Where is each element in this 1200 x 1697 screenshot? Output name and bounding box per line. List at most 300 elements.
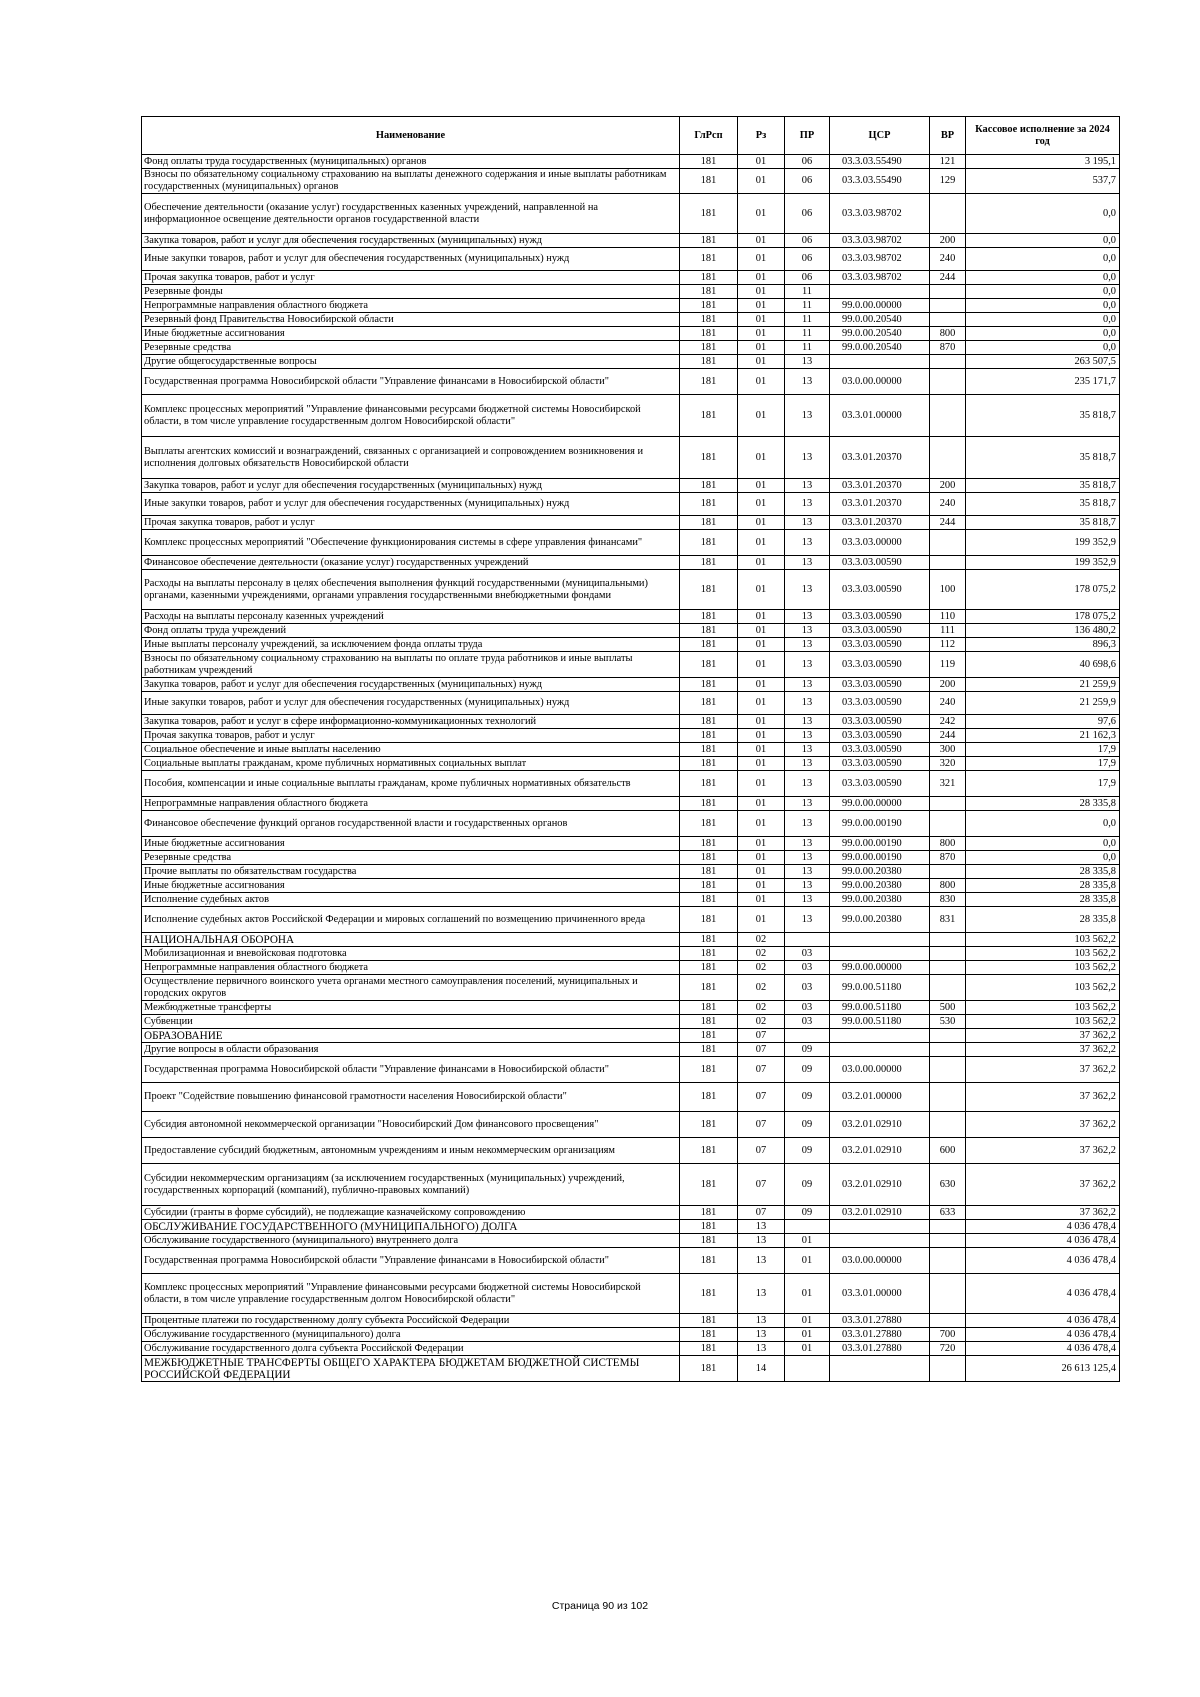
header-glrsp: ГлРсп (680, 117, 738, 155)
cell-rz: 01 (738, 638, 785, 652)
cell-vr: 870 (930, 341, 966, 355)
cell-name: Государственная программа Новосибирской области "Управление финансами в Новосибирской области" (142, 1057, 680, 1083)
cell-vr: 321 (930, 771, 966, 797)
cell-rz: 02 (738, 933, 785, 947)
cell-glrsp: 181 (680, 1001, 738, 1015)
table-row (142, 479, 1120, 493)
cell-amount: 136 480,2 (966, 624, 1120, 638)
cell-pr: 03 (785, 1015, 830, 1029)
cell-pr: 06 (785, 248, 830, 271)
cell-glrsp: 181 (680, 355, 738, 369)
cell-vr: 242 (930, 715, 966, 729)
table-row (142, 194, 1120, 234)
cell-vr: 300 (930, 743, 966, 757)
cell-amount: 21 162,3 (966, 729, 1120, 743)
cell-name: Иные бюджетные ассигнования (142, 327, 680, 341)
cell-pr: 13 (785, 479, 830, 493)
table-header-row (142, 117, 1120, 155)
cell-name: Закупка товаров, работ и услуг для обеспечения государственных (муниципальных) нужд (142, 678, 680, 692)
cell-glrsp: 181 (680, 1234, 738, 1248)
cell-vr: 633 (930, 1206, 966, 1220)
cell-csr: 03.3.03.00590 (830, 638, 930, 652)
cell-pr: 09 (785, 1057, 830, 1083)
cell-csr: 03.3.01.20370 (830, 516, 930, 530)
cell-rz: 07 (738, 1029, 785, 1043)
cell-amount: 17,9 (966, 771, 1120, 797)
cell-glrsp: 181 (680, 1057, 738, 1083)
cell-pr: 01 (785, 1234, 830, 1248)
cell-name: Социальное обеспечение и иные выплаты населению (142, 743, 680, 757)
cell-rz: 13 (738, 1220, 785, 1234)
cell-glrsp: 181 (680, 369, 738, 395)
cell-glrsp: 181 (680, 907, 738, 933)
table-row (142, 715, 1120, 729)
cell-csr: 03.3.03.00590 (830, 757, 930, 771)
cell-rz: 01 (738, 194, 785, 234)
cell-csr: 03.3.03.98702 (830, 194, 930, 234)
cell-name: Прочая закупка товаров, работ и услуг (142, 271, 680, 285)
cell-pr: 11 (785, 341, 830, 355)
cell-glrsp: 181 (680, 961, 738, 975)
cell-csr: 03.3.03.00590 (830, 678, 930, 692)
cell-csr: 03.3.03.55490 (830, 155, 930, 169)
cell-amount: 4 036 478,4 (966, 1274, 1120, 1314)
cell-pr: 06 (785, 194, 830, 234)
cell-csr (830, 1043, 930, 1057)
cell-name: ОБСЛУЖИВАНИЕ ГОСУДАРСТВЕННОГО (МУНИЦИПАЛЬНОГО) ДОЛГА (142, 1220, 680, 1234)
table-row (142, 975, 1120, 1001)
cell-csr: 03.0.00.00000 (830, 1057, 930, 1083)
cell-csr: 03.3.03.55490 (830, 169, 930, 194)
cell-glrsp: 181 (680, 1043, 738, 1057)
cell-glrsp: 181 (680, 1274, 738, 1314)
cell-name: Прочая закупка товаров, работ и услуг (142, 516, 680, 530)
cell-vr (930, 947, 966, 961)
cell-glrsp: 181 (680, 437, 738, 479)
cell-csr: 03.3.01.00000 (830, 1274, 930, 1314)
cell-glrsp: 181 (680, 851, 738, 865)
cell-vr (930, 1083, 966, 1112)
cell-csr: 03.3.03.98702 (830, 234, 930, 248)
cell-vr: 244 (930, 271, 966, 285)
cell-amount: 0,0 (966, 341, 1120, 355)
cell-name: Комплекс процессных мероприятий "Обеспечение функционирования системы в сфере управления финансами" (142, 530, 680, 556)
cell-rz: 13 (738, 1234, 785, 1248)
cell-vr (930, 1043, 966, 1057)
cell-rz: 01 (738, 271, 785, 285)
cell-vr (930, 1112, 966, 1138)
cell-amount: 263 507,5 (966, 355, 1120, 369)
cell-vr: 129 (930, 169, 966, 194)
cell-pr: 13 (785, 811, 830, 837)
cell-vr (930, 1057, 966, 1083)
cell-pr: 03 (785, 1001, 830, 1015)
cell-amount: 0,0 (966, 327, 1120, 341)
cell-rz: 01 (738, 155, 785, 169)
cell-csr: 03.3.03.98702 (830, 248, 930, 271)
table-row (142, 933, 1120, 947)
cell-pr: 13 (785, 907, 830, 933)
table-row (142, 1112, 1120, 1138)
cell-rz: 07 (738, 1083, 785, 1112)
cell-name: Резервные средства (142, 341, 680, 355)
header-vr: ВР (930, 117, 966, 155)
cell-vr: 240 (930, 248, 966, 271)
cell-amount: 0,0 (966, 851, 1120, 865)
cell-rz: 07 (738, 1112, 785, 1138)
table-row (142, 1043, 1120, 1057)
table-row (142, 530, 1120, 556)
cell-rz: 01 (738, 341, 785, 355)
cell-glrsp: 181 (680, 610, 738, 624)
cell-amount: 0,0 (966, 811, 1120, 837)
cell-vr (930, 811, 966, 837)
cell-vr (930, 437, 966, 479)
cell-pr: 06 (785, 155, 830, 169)
cell-csr: 99.0.00.00190 (830, 811, 930, 837)
cell-rz: 01 (738, 678, 785, 692)
cell-glrsp: 181 (680, 327, 738, 341)
cell-amount: 4 036 478,4 (966, 1328, 1120, 1342)
budget-execution-table (141, 116, 1120, 1382)
cell-csr: 99.0.00.20380 (830, 907, 930, 933)
cell-name: Пособия, компенсации и иные социальные выплаты гражданам, кроме публичных нормативных обязательств (142, 771, 680, 797)
cell-vr (930, 1274, 966, 1314)
header-name: Наименование (142, 117, 680, 155)
cell-vr: 831 (930, 907, 966, 933)
cell-glrsp: 181 (680, 1164, 738, 1206)
cell-name: Иные закупки товаров, работ и услуг для обеспечения государственных (муниципальных) нужд (142, 692, 680, 715)
cell-pr (785, 1356, 830, 1382)
cell-vr: 200 (930, 479, 966, 493)
cell-csr: 03.3.01.27880 (830, 1314, 930, 1328)
table-row (142, 652, 1120, 678)
cell-amount: 4 036 478,4 (966, 1342, 1120, 1356)
cell-glrsp: 181 (680, 1083, 738, 1112)
cell-glrsp: 181 (680, 285, 738, 299)
cell-pr: 01 (785, 1328, 830, 1342)
cell-rz: 07 (738, 1138, 785, 1164)
table-row (142, 248, 1120, 271)
cell-amount: 103 562,2 (966, 1015, 1120, 1029)
table-row (142, 1234, 1120, 1248)
cell-glrsp: 181 (680, 797, 738, 811)
cell-csr: 99.0.00.00000 (830, 961, 930, 975)
table-row (142, 1206, 1120, 1220)
cell-pr: 13 (785, 530, 830, 556)
cell-name: ОБРАЗОВАНИЕ (142, 1029, 680, 1043)
cell-name: Обслуживание государственного долга субъекта Российской Федерации (142, 1342, 680, 1356)
cell-pr: 03 (785, 961, 830, 975)
cell-vr: 100 (930, 570, 966, 610)
cell-rz: 01 (738, 327, 785, 341)
cell-rz: 07 (738, 1206, 785, 1220)
cell-csr: 03.3.03.00590 (830, 715, 930, 729)
cell-name: Взносы по обязательному социальному страхованию на выплаты денежного содержания и иные выплаты работникам государственных (муниципальных) органов (142, 169, 680, 194)
cell-vr (930, 975, 966, 1001)
cell-vr: 700 (930, 1328, 966, 1342)
table-row (142, 369, 1120, 395)
cell-csr (830, 1029, 930, 1043)
cell-csr: 03.3.03.00590 (830, 743, 930, 757)
cell-amount: 28 335,8 (966, 893, 1120, 907)
cell-pr: 13 (785, 729, 830, 743)
table-row (142, 1220, 1120, 1234)
table-row (142, 169, 1120, 194)
cell-pr: 03 (785, 947, 830, 961)
header-csr: ЦСР (830, 117, 930, 155)
cell-pr: 13 (785, 556, 830, 570)
cell-pr: 09 (785, 1043, 830, 1057)
cell-amount: 199 352,9 (966, 530, 1120, 556)
cell-rz: 01 (738, 797, 785, 811)
cell-amount: 37 362,2 (966, 1083, 1120, 1112)
cell-amount: 103 562,2 (966, 975, 1120, 1001)
cell-glrsp: 181 (680, 1314, 738, 1328)
cell-rz: 01 (738, 285, 785, 299)
cell-glrsp: 181 (680, 299, 738, 313)
cell-csr: 03.3.01.27880 (830, 1328, 930, 1342)
cell-glrsp: 181 (680, 1206, 738, 1220)
cell-pr (785, 933, 830, 947)
cell-amount: 103 562,2 (966, 961, 1120, 975)
cell-amount: 0,0 (966, 299, 1120, 313)
table-row (142, 271, 1120, 285)
cell-pr: 13 (785, 624, 830, 638)
cell-amount: 103 562,2 (966, 947, 1120, 961)
cell-pr: 11 (785, 285, 830, 299)
cell-rz: 01 (738, 743, 785, 757)
cell-vr (930, 556, 966, 570)
cell-rz: 07 (738, 1043, 785, 1057)
cell-csr: 03.3.01.20370 (830, 479, 930, 493)
cell-name: Прочая закупка товаров, работ и услуг (142, 729, 680, 743)
cell-pr: 13 (785, 678, 830, 692)
cell-amount: 17,9 (966, 743, 1120, 757)
cell-rz: 02 (738, 1015, 785, 1029)
cell-name: Иные выплаты персоналу учреждений, за исключением фонда оплаты труда (142, 638, 680, 652)
cell-vr (930, 797, 966, 811)
cell-csr: 03.2.01.02910 (830, 1138, 930, 1164)
cell-pr: 06 (785, 169, 830, 194)
cell-rz: 07 (738, 1057, 785, 1083)
cell-rz: 01 (738, 692, 785, 715)
cell-amount: 37 362,2 (966, 1138, 1120, 1164)
cell-rz: 13 (738, 1314, 785, 1328)
cell-csr: 03.3.01.20370 (830, 493, 930, 516)
cell-vr: 200 (930, 234, 966, 248)
cell-pr: 13 (785, 652, 830, 678)
cell-csr: 03.3.03.00590 (830, 624, 930, 638)
cell-glrsp: 181 (680, 1356, 738, 1382)
cell-vr: 200 (930, 678, 966, 692)
cell-vr (930, 1314, 966, 1328)
cell-amount: 537,7 (966, 169, 1120, 194)
cell-glrsp: 181 (680, 271, 738, 285)
cell-glrsp: 181 (680, 743, 738, 757)
cell-vr: 111 (930, 624, 966, 638)
table-row (142, 285, 1120, 299)
cell-amount: 35 818,7 (966, 437, 1120, 479)
cell-amount: 103 562,2 (966, 933, 1120, 947)
cell-rz: 01 (738, 530, 785, 556)
cell-pr: 13 (785, 570, 830, 610)
cell-rz: 01 (738, 771, 785, 797)
cell-amount: 35 818,7 (966, 493, 1120, 516)
table-row (142, 907, 1120, 933)
cell-pr: 13 (785, 797, 830, 811)
cell-vr: 500 (930, 1001, 966, 1015)
cell-vr: 720 (930, 1342, 966, 1356)
cell-glrsp: 181 (680, 757, 738, 771)
table-row (142, 1274, 1120, 1314)
cell-vr: 121 (930, 155, 966, 169)
cell-pr: 09 (785, 1112, 830, 1138)
table-row (142, 493, 1120, 516)
cell-name: Исполнение судебных актов Российской Федерации и мировых соглашений по возмещению причиненного вреда (142, 907, 680, 933)
cell-rz: 01 (738, 516, 785, 530)
cell-csr: 99.0.00.20540 (830, 341, 930, 355)
cell-amount: 26 613 125,4 (966, 1356, 1120, 1382)
cell-name: Социальные выплаты гражданам, кроме публичных нормативных социальных выплат (142, 757, 680, 771)
cell-csr: 99.0.00.20540 (830, 313, 930, 327)
cell-name: Мобилизационная и вневойсковая подготовка (142, 947, 680, 961)
cell-amount: 4 036 478,4 (966, 1234, 1120, 1248)
cell-csr: 99.0.00.00190 (830, 851, 930, 865)
cell-glrsp: 181 (680, 879, 738, 893)
cell-csr (830, 933, 930, 947)
table-row (142, 1356, 1120, 1382)
cell-name: Закупка товаров, работ и услуг для обеспечения государственных (муниципальных) нужд (142, 479, 680, 493)
cell-rz: 01 (738, 169, 785, 194)
cell-csr: 03.0.00.00000 (830, 369, 930, 395)
cell-pr: 03 (785, 975, 830, 1001)
cell-name: Другие вопросы в области образования (142, 1043, 680, 1057)
cell-amount: 37 362,2 (966, 1164, 1120, 1206)
cell-amount: 199 352,9 (966, 556, 1120, 570)
cell-csr: 03.3.01.20370 (830, 437, 930, 479)
cell-glrsp: 181 (680, 865, 738, 879)
table-row (142, 327, 1120, 341)
cell-vr (930, 1356, 966, 1382)
cell-vr: 600 (930, 1138, 966, 1164)
cell-csr: 03.2.01.00000 (830, 1083, 930, 1112)
cell-rz: 07 (738, 1164, 785, 1206)
cell-vr: 800 (930, 837, 966, 851)
cell-glrsp: 181 (680, 1138, 738, 1164)
cell-pr: 09 (785, 1164, 830, 1206)
cell-amount: 21 259,9 (966, 678, 1120, 692)
table-row (142, 678, 1120, 692)
page-number: Страница 90 из 102 (551, 1600, 649, 1612)
cell-glrsp: 181 (680, 1029, 738, 1043)
cell-csr: 03.3.03.00590 (830, 692, 930, 715)
cell-vr (930, 530, 966, 556)
table-row (142, 1248, 1120, 1274)
cell-rz: 01 (738, 248, 785, 271)
cell-pr: 01 (785, 1248, 830, 1274)
table-row (142, 1057, 1120, 1083)
table-row (142, 155, 1120, 169)
cell-pr: 13 (785, 610, 830, 624)
cell-amount: 35 818,7 (966, 395, 1120, 437)
cell-name: Комплекс процессных мероприятий "Управление финансовыми ресурсами бюджетной системы Новосибирской области, в том числе управление государственным долгом Новосибирской области" (142, 1274, 680, 1314)
cell-vr: 870 (930, 851, 966, 865)
cell-name: Выплаты агентских комиссий и вознаграждений, связанных с организацией и сопровождением возникновения и исполнения долговых обязательств Новосибирской области (142, 437, 680, 479)
cell-csr: 03.3.03.00000 (830, 530, 930, 556)
cell-pr: 13 (785, 893, 830, 907)
cell-glrsp: 181 (680, 652, 738, 678)
cell-glrsp: 181 (680, 234, 738, 248)
cell-name: Финансовое обеспечение функций органов государственной власти и государственных органов (142, 811, 680, 837)
table-row (142, 757, 1120, 771)
cell-pr: 13 (785, 437, 830, 479)
cell-csr: 99.0.00.20380 (830, 865, 930, 879)
cell-pr: 13 (785, 715, 830, 729)
cell-name: Межбюджетные трансферты (142, 1001, 680, 1015)
cell-name: Субвенции (142, 1015, 680, 1029)
cell-name: Обслуживание государственного (муниципального) внутреннего долга (142, 1234, 680, 1248)
cell-glrsp: 181 (680, 155, 738, 169)
header-rz: Рз (738, 117, 785, 155)
cell-amount: 0,0 (966, 194, 1120, 234)
cell-glrsp: 181 (680, 341, 738, 355)
table-row (142, 1138, 1120, 1164)
cell-csr: 99.0.00.51180 (830, 1015, 930, 1029)
cell-glrsp: 181 (680, 313, 738, 327)
cell-amount: 0,0 (966, 271, 1120, 285)
cell-vr: 244 (930, 516, 966, 530)
cell-name: Резервный фонд Правительства Новосибирской области (142, 313, 680, 327)
table-row (142, 865, 1120, 879)
cell-glrsp: 181 (680, 530, 738, 556)
cell-amount: 35 818,7 (966, 516, 1120, 530)
cell-rz: 01 (738, 570, 785, 610)
cell-glrsp: 181 (680, 692, 738, 715)
table-row (142, 313, 1120, 327)
cell-csr: 03.0.00.00000 (830, 1248, 930, 1274)
cell-vr (930, 865, 966, 879)
header-pr: ПР (785, 117, 830, 155)
cell-csr: 99.0.00.00000 (830, 797, 930, 811)
cell-glrsp: 181 (680, 1015, 738, 1029)
table-row (142, 341, 1120, 355)
cell-amount: 896,3 (966, 638, 1120, 652)
cell-rz: 01 (738, 652, 785, 678)
cell-amount: 4 036 478,4 (966, 1248, 1120, 1274)
cell-amount: 37 362,2 (966, 1043, 1120, 1057)
cell-name: Фонд оплаты труда государственных (муниципальных) органов (142, 155, 680, 169)
cell-rz: 01 (738, 729, 785, 743)
cell-name: НАЦИОНАЛЬНАЯ ОБОРОНА (142, 933, 680, 947)
cell-rz: 01 (738, 715, 785, 729)
cell-amount: 28 335,8 (966, 797, 1120, 811)
cell-rz: 01 (738, 624, 785, 638)
cell-glrsp: 181 (680, 975, 738, 1001)
cell-rz: 01 (738, 556, 785, 570)
cell-amount: 3 195,1 (966, 155, 1120, 169)
cell-rz: 01 (738, 234, 785, 248)
cell-vr (930, 961, 966, 975)
cell-amount: 0,0 (966, 248, 1120, 271)
cell-pr: 13 (785, 879, 830, 893)
table-row (142, 299, 1120, 313)
cell-name: Прочие выплаты по обязательствам государства (142, 865, 680, 879)
cell-name: Закупка товаров, работ и услуг в сфере информационно-коммуникационных технологий (142, 715, 680, 729)
cell-vr: 320 (930, 757, 966, 771)
cell-name: Иные закупки товаров, работ и услуг для обеспечения государственных (муниципальных) нужд (142, 493, 680, 516)
cell-amount: 35 818,7 (966, 479, 1120, 493)
